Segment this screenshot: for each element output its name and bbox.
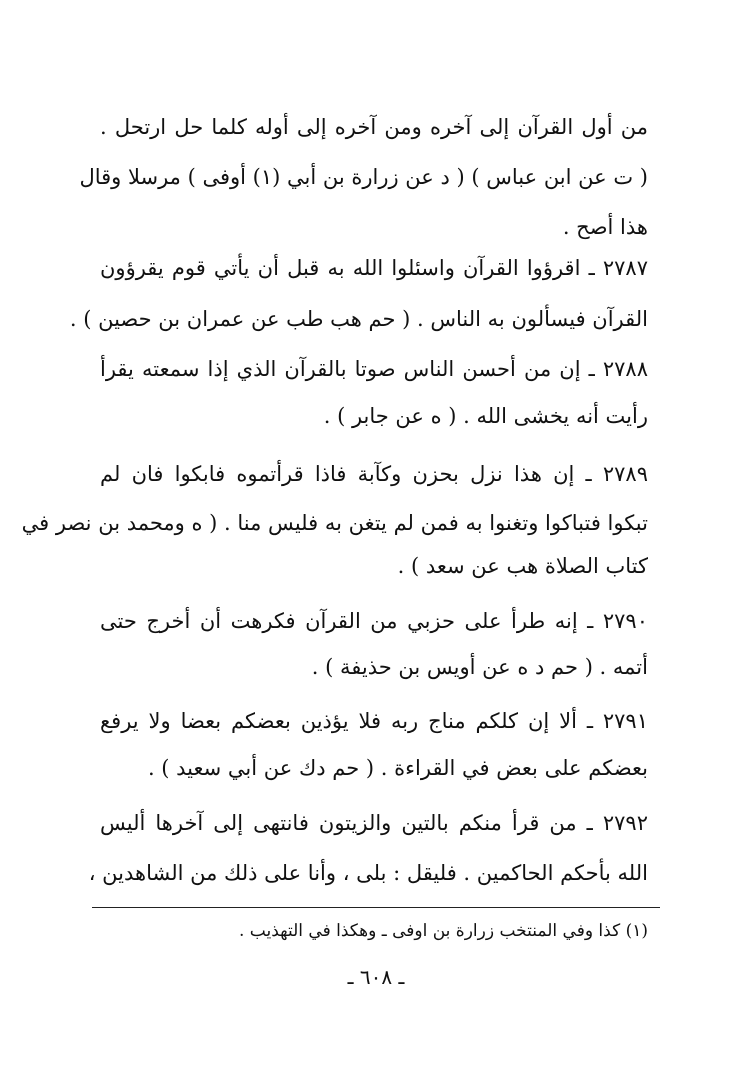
page-number: ـ ٦٠٨ ـ <box>347 965 405 989</box>
text-line: ( ت عن ابن عباس ) ( د عن زرارة بن أبي (١) أوفى ) مرسلا وقال <box>79 165 648 189</box>
text-line: بعضكم على بعض في القراءة . ( حم دك عن أبي سعيد ) . <box>147 756 648 780</box>
text-line: أتمه . ( حم د ه عن أويس بن حذيفة ) . <box>311 655 648 679</box>
hadith-2790-line: ٢٧٩٠ ـ إنه طرأ على حزبي من القرآن فكرهت أن أخرج حتى <box>100 609 648 633</box>
hadith-2792-line: ٢٧٩٢ ـ من قرأ منكم بالتين والزيتون فانتهى إلى آخرها أليس <box>100 811 648 835</box>
text-line: القرآن فيسألون به الناس . ( حم هب طب عن عمران بن حصين ) . <box>69 307 648 331</box>
text-line: من أول القرآن إلى آخره ومن آخره إلى أوله كلما حل ارتحل . <box>100 115 648 139</box>
hadith-2789-line: ٢٧٨٩ ـ إن هذا نزل بحزن وكآبة فاذا قرأتموه فابكوا فان لم <box>100 462 648 486</box>
text-line: تبكوا فتباكوا وتغنوا به فمن لم يتغن به فليس منا . ( ه ومحمد بن نصر في <box>21 511 648 535</box>
text-line: كتاب الصلاة هب عن سعد ) . <box>397 554 648 578</box>
hadith-2791-line: ٢٧٩١ ـ ألا إن كلكم مناج ربه فلا يؤذين بعضكم بعضا ولا يرفع <box>100 709 648 733</box>
text-line: الله بأحكم الحاكمين . فليقل : بلى ، وأنا على ذلك من الشاهدين ، <box>88 861 648 885</box>
footnote: (١) كذا وفي المنتخب زرارة بن اوفى ـ وهكذا في التهذيب . <box>238 921 648 941</box>
footnote-divider <box>92 907 660 908</box>
hadith-2787-line: ٢٧٨٧ ـ اقرؤوا القرآن واسئلوا الله به قبل أن يأتي قوم يقرؤون <box>100 256 648 280</box>
text-line: هذا أصح . <box>562 215 648 239</box>
hadith-2788-line: ٢٧٨٨ ـ إن من أحسن الناس صوتا بالقرآن الذي إذا سمعته يقرأ <box>100 357 648 381</box>
text-line: رأيت أنه يخشى الله . ( ه عن جابر ) . <box>323 404 648 428</box>
